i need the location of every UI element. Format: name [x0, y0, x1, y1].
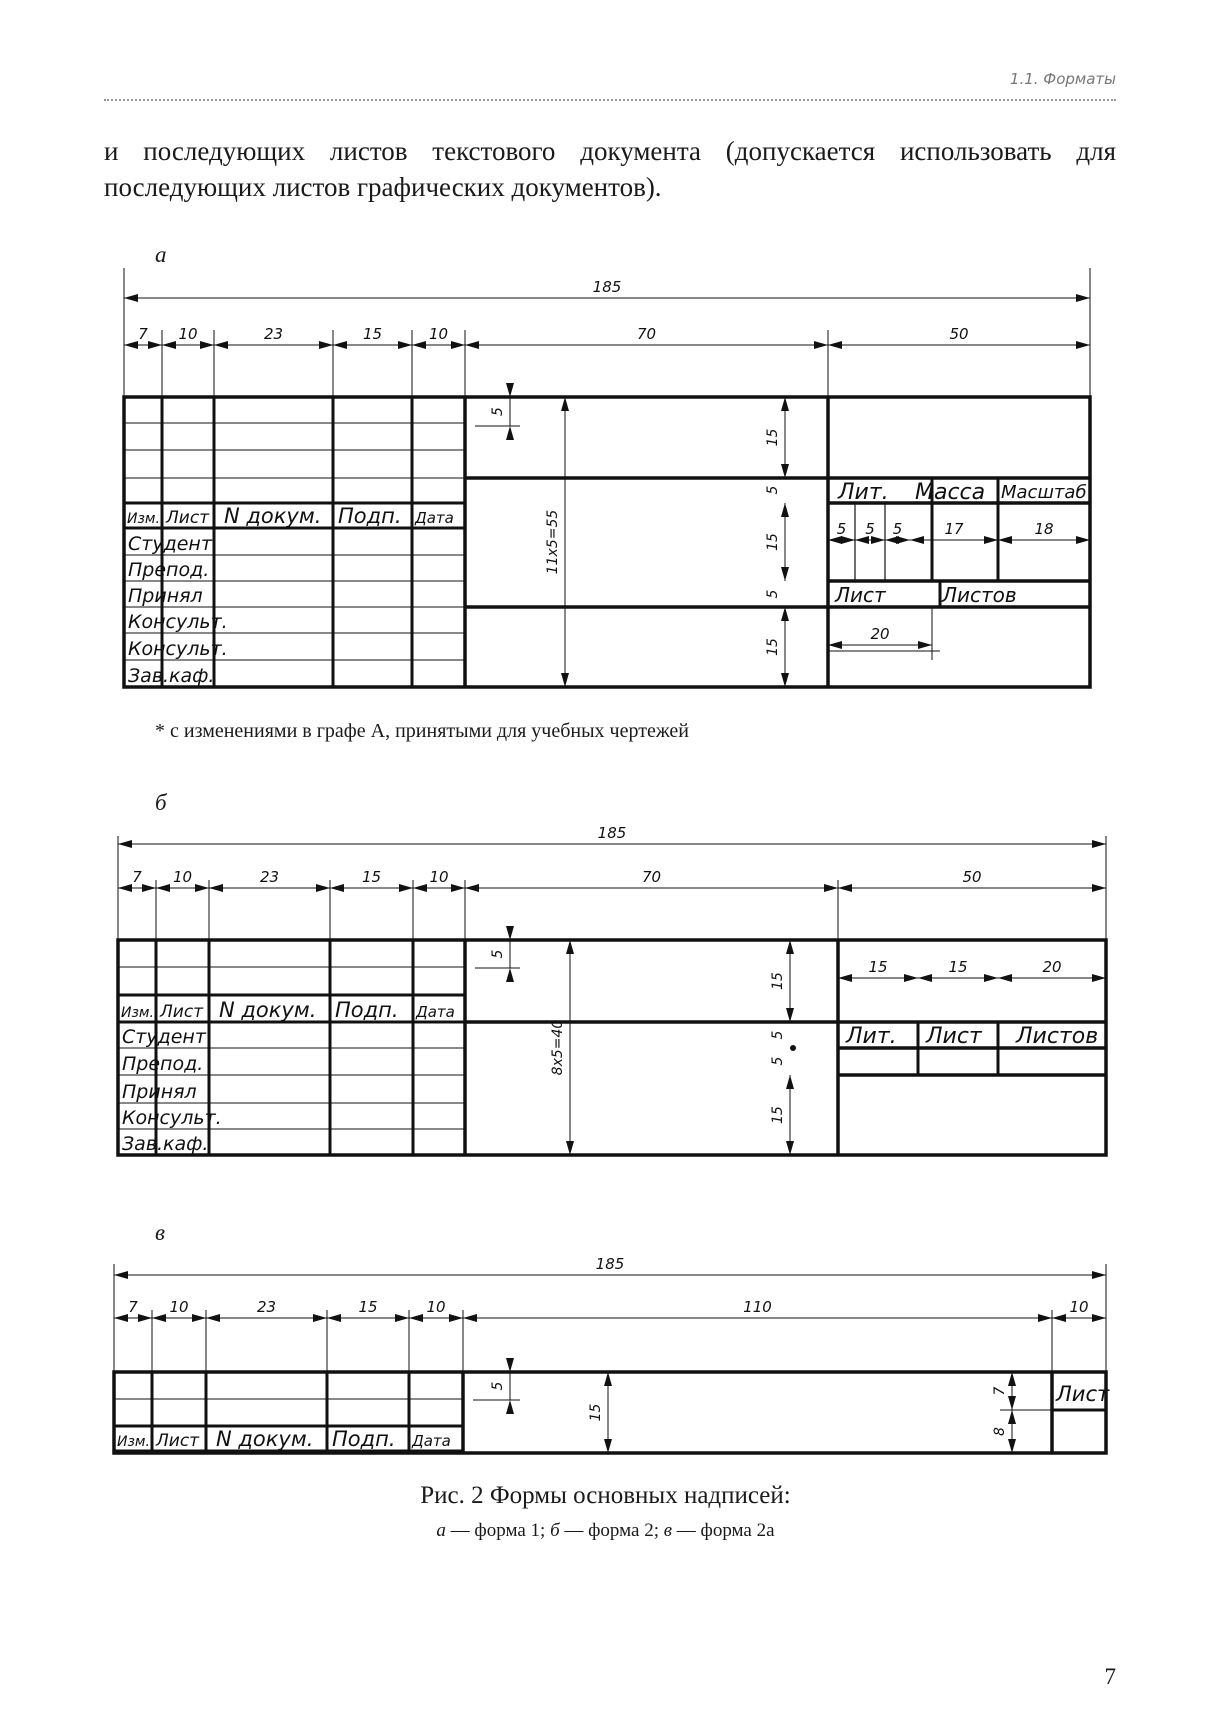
arrowhead	[195, 884, 209, 892]
caption-c-text: — форма 2а	[672, 1520, 775, 1541]
dimension-label: 15	[765, 428, 781, 447]
dimension-label: 17	[944, 520, 964, 538]
col-header-izm: Изм.	[127, 511, 160, 527]
arrowhead	[566, 940, 574, 954]
caption-c: в	[663, 1520, 673, 1541]
dimension-label: 110	[743, 1298, 772, 1316]
dimension-label: 23	[259, 868, 280, 886]
arrowhead	[781, 567, 789, 581]
arrowhead	[451, 884, 465, 892]
arrowhead	[1076, 294, 1090, 302]
arrowhead	[824, 884, 838, 892]
arrowhead	[398, 341, 412, 349]
dimension-label: 5	[765, 589, 781, 599]
title-listov: Листов	[1016, 1024, 1099, 1049]
arrowhead	[316, 884, 330, 892]
arrowhead	[319, 341, 333, 349]
dimension-label: 185	[597, 824, 627, 842]
dimension-label: 15	[770, 1106, 786, 1124]
dimension-label: 5	[865, 520, 875, 538]
arrowhead	[566, 1141, 574, 1155]
arrowhead	[156, 884, 170, 892]
arrowhead	[327, 1314, 341, 1322]
arrowhead	[465, 884, 479, 892]
sheets-label: Листов	[942, 583, 1017, 607]
arrowhead	[413, 884, 427, 892]
arrowhead	[561, 397, 569, 411]
figure-label-b: б	[155, 790, 167, 815]
arrowhead	[152, 1314, 166, 1322]
intro-paragraph: и последующих листов текстового документа (допускается использовать для последующих листов графических документов).	[104, 136, 1116, 202]
role-label: Принял	[128, 585, 203, 607]
caption-b: б	[550, 1520, 560, 1541]
arrowhead	[206, 1314, 220, 1322]
arrowhead	[984, 536, 998, 544]
arrowhead	[786, 1075, 794, 1089]
dimension-label: 70	[636, 325, 657, 343]
arrowhead	[148, 341, 162, 349]
arrowhead	[781, 607, 789, 621]
arrowhead	[814, 341, 828, 349]
arrowhead	[506, 1400, 514, 1414]
arrowhead	[998, 974, 1012, 982]
arrowhead	[118, 884, 132, 892]
dimension-label: 15	[362, 325, 383, 343]
dimension-label: 7	[132, 868, 142, 886]
dimension-label: 20	[870, 625, 890, 643]
caption-a-text: — форма 1;	[445, 1520, 551, 1541]
col-header-data: Дата	[415, 509, 454, 527]
title-massa: Масса	[915, 480, 986, 505]
arrowhead	[781, 464, 789, 478]
dimension-label: 10	[429, 868, 449, 886]
arrowhead	[786, 1141, 794, 1155]
arrowhead	[1076, 536, 1090, 544]
arrowhead	[412, 341, 426, 349]
arrowhead	[1076, 341, 1090, 349]
role-label: Консульт.	[128, 611, 228, 633]
dimension-label: 5	[490, 1381, 506, 1391]
col-header-list: Лист	[160, 1002, 204, 1022]
role-label: Препод.	[128, 559, 210, 581]
arrowhead	[463, 1314, 477, 1322]
arrowhead	[1008, 1410, 1016, 1424]
arrowhead	[910, 536, 924, 544]
arrowhead	[124, 294, 138, 302]
col-header-izm: Изм.	[117, 1434, 150, 1450]
arrowhead	[984, 974, 998, 982]
arrowhead	[209, 884, 223, 892]
arrowhead	[828, 641, 842, 649]
arrowhead	[1092, 974, 1106, 982]
dimension-label: 15	[361, 868, 382, 886]
role-label: Зав.каф.	[122, 1133, 209, 1155]
dimension-label: 15	[948, 958, 968, 976]
arrowhead	[506, 426, 514, 440]
dimension-label: 185	[592, 278, 622, 296]
arrowhead	[786, 1008, 794, 1022]
arrowhead	[114, 1271, 128, 1279]
title-lit: Лит.	[846, 1024, 897, 1049]
dimension-label: 23	[263, 325, 284, 343]
dimension-label: 7	[992, 1386, 1008, 1396]
title-masshtab: Масштаб	[1001, 482, 1087, 503]
col-header-podp: Подп.	[335, 998, 399, 1022]
col-header-podp: Подп.	[338, 504, 402, 528]
title-block-a	[124, 397, 1090, 687]
dimension-point	[790, 1045, 796, 1051]
dimension-label: 185	[595, 1255, 625, 1273]
dimension-label: 8x5=40	[550, 1019, 566, 1076]
arrowhead	[781, 397, 789, 411]
dimension-label: 11x5=55	[545, 509, 561, 575]
arrowhead	[838, 884, 852, 892]
figure-label-a: а	[155, 242, 167, 267]
role-label: Препод.	[122, 1053, 204, 1075]
col-header-ndoc: N докум.	[224, 504, 322, 528]
arrowhead	[313, 1314, 327, 1322]
arrowhead	[142, 884, 156, 892]
arrowhead	[781, 673, 789, 687]
arrowhead	[838, 974, 852, 982]
dimension-label: 10	[428, 325, 449, 343]
arrowhead	[395, 1314, 409, 1322]
col-header-podp: Подп.	[332, 1427, 396, 1451]
dimension-label: 5	[765, 485, 781, 495]
dimension-label: 7	[138, 325, 148, 343]
arrowhead	[786, 940, 794, 954]
running-title: 1.1. Форматы	[1009, 70, 1116, 88]
figure-label-c: в	[155, 1220, 165, 1245]
dimension-label: 15	[358, 1298, 378, 1316]
arrowhead	[506, 1358, 514, 1372]
arrowhead	[828, 341, 842, 349]
arrowhead	[1008, 1439, 1016, 1453]
arrowhead	[781, 503, 789, 517]
page-number: 7	[1104, 1664, 1116, 1689]
arrowhead	[1008, 1372, 1016, 1386]
dimension-label: 23	[256, 1298, 277, 1316]
dimension-label: 5	[490, 949, 506, 959]
arrowhead	[451, 341, 465, 349]
sheet-label: Лист	[1056, 1382, 1110, 1406]
dimension-label: 5	[770, 1030, 786, 1040]
dimension-label: 50	[962, 868, 982, 886]
dimension-label: 10	[178, 325, 198, 343]
arrowhead	[1092, 1314, 1106, 1322]
col-header-list: Лист	[166, 508, 210, 528]
dimension-label: 15	[868, 958, 888, 976]
caption-b-text: — форма 2;	[559, 1520, 664, 1541]
dimension-label: 5	[892, 520, 903, 538]
sheet-label: Лист	[835, 583, 886, 607]
dimension-label: 15	[765, 638, 781, 656]
arrowhead	[162, 341, 176, 349]
arrowhead	[561, 673, 569, 687]
dimension-label: 8	[992, 1427, 1008, 1436]
dimension-label: 15	[588, 1403, 604, 1422]
dimension-label: 5	[490, 407, 506, 416]
arrowhead	[998, 536, 1012, 544]
dimension-label: 10	[169, 1298, 189, 1316]
arrowhead	[214, 341, 228, 349]
arrowhead	[192, 1314, 206, 1322]
col-header-data: Дата	[412, 1432, 451, 1450]
arrowhead	[138, 1314, 152, 1322]
col-header-ndoc: N докум.	[216, 1427, 314, 1451]
dimension-label: 18	[1034, 520, 1054, 538]
arrowhead	[330, 884, 344, 892]
arrowhead	[506, 926, 514, 940]
dimension-label: 7	[128, 1298, 138, 1316]
role-label: Зав.каф.	[128, 665, 215, 687]
role-label: Консульт.	[122, 1107, 222, 1129]
dimension-label: 10	[172, 868, 193, 886]
dimension-label: 10	[426, 1298, 446, 1316]
arrowhead	[918, 974, 932, 982]
title-list: Лист	[926, 1024, 982, 1049]
arrowhead	[918, 641, 932, 649]
col-header-list: Лист	[156, 1431, 200, 1451]
arrowhead	[409, 1314, 423, 1322]
title-lit: Лит.	[838, 480, 889, 505]
arrowhead	[399, 884, 413, 892]
arrowhead	[506, 968, 514, 982]
dimension-label: 15	[770, 972, 786, 990]
arrowhead	[604, 1372, 612, 1386]
arrowhead	[1008, 1396, 1016, 1410]
arrowhead	[604, 1439, 612, 1453]
arrowhead	[449, 1314, 463, 1322]
arrowhead	[506, 383, 514, 397]
arrowhead	[1052, 1314, 1066, 1322]
arrowhead	[1038, 1314, 1052, 1322]
arrowhead	[1092, 1271, 1106, 1279]
arrowhead	[465, 341, 479, 349]
arrowhead	[118, 840, 132, 848]
arrowhead	[124, 341, 138, 349]
caption-a: а	[436, 1520, 446, 1541]
role-label: Консульт.	[128, 638, 228, 660]
figure-caption: Рис. 2 Формы основных надписей:	[420, 1482, 791, 1509]
arrowhead	[200, 341, 214, 349]
dimension-label: 20	[1042, 958, 1062, 976]
arrowhead	[1092, 884, 1106, 892]
role-label: Студент	[128, 533, 212, 555]
col-header-data: Дата	[416, 1003, 455, 1021]
col-header-ndoc: N докум.	[219, 998, 317, 1022]
dimension-label: 50	[949, 325, 969, 343]
arrowhead	[904, 974, 918, 982]
arrowhead	[114, 1314, 128, 1322]
dimension-label: 15	[765, 533, 781, 551]
arrowhead	[333, 341, 347, 349]
figure-subcaption	[0, 1520, 1211, 1542]
arrowhead	[1092, 840, 1106, 848]
role-label: Принял	[122, 1081, 197, 1103]
dimension-label: 10	[1069, 1298, 1089, 1316]
col-header-izm: Изм.	[121, 1005, 154, 1021]
figure-note: * с изменениями в графе А, принятыми для учебных чертежей	[155, 720, 689, 742]
dimension-label: 70	[641, 868, 662, 886]
role-label: Студент	[122, 1026, 206, 1048]
dimension-label: 5	[836, 520, 847, 538]
dimension-label: 5	[770, 1056, 786, 1066]
